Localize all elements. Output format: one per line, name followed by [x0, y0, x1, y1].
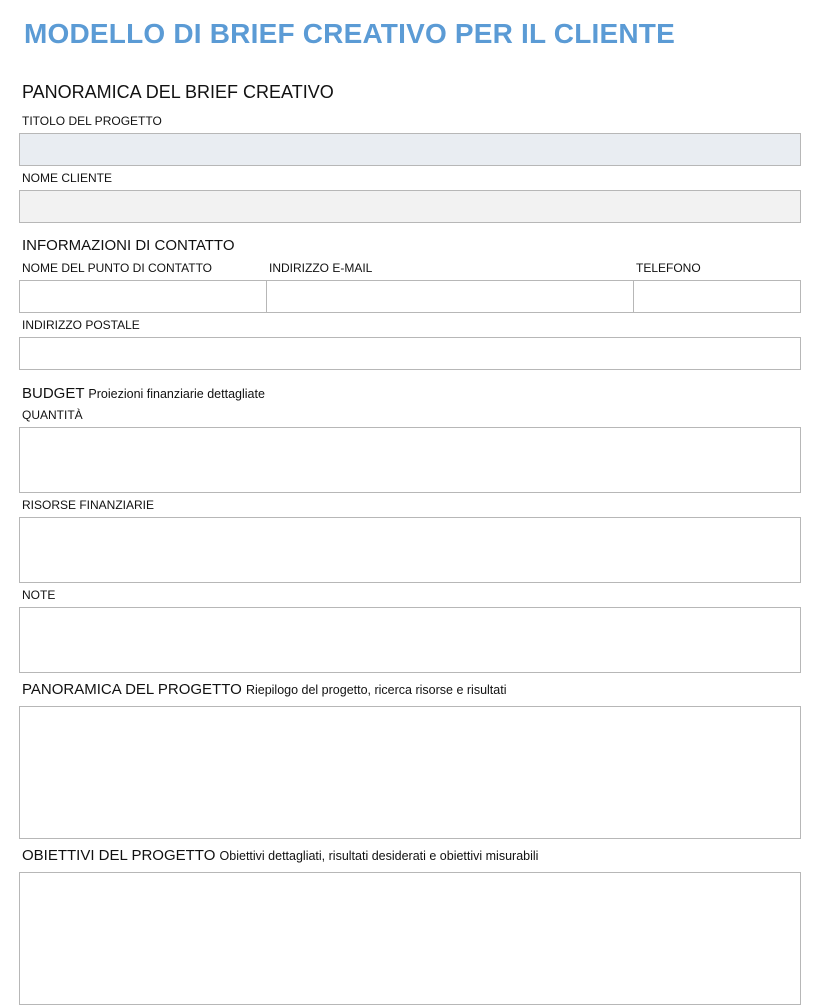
objectives-heading-text: OBIETTIVI DEL PROGETTO — [22, 847, 216, 864]
notes-label: NOTE — [22, 588, 56, 602]
project-overview-field[interactable] — [19, 706, 801, 839]
financial-resources-label: RISORSE FINANZIARIE — [22, 498, 155, 512]
objectives-field[interactable] — [19, 872, 801, 1005]
contact-row — [19, 280, 801, 313]
financial-resources-field[interactable] — [19, 517, 801, 583]
overview-heading-text: PANORAMICA DEL BRIEF CREATIVO — [22, 82, 334, 102]
postal-address-field[interactable] — [19, 337, 801, 370]
page-title: MODELLO DI BRIEF CREATIVO PER IL CLIENTE — [24, 18, 675, 49]
budget-heading-text: BUDGET — [22, 385, 85, 402]
postal-address-label: INDIRIZZO POSTALE — [22, 318, 140, 332]
email-label: INDIRIZZO E-MAIL — [269, 261, 373, 275]
contact-heading — [22, 237, 235, 254]
phone-field[interactable] — [634, 281, 800, 312]
quantity-label: QUANTITÀ — [22, 408, 83, 422]
client-name-field[interactable] — [19, 190, 801, 223]
budget-heading — [22, 385, 265, 402]
budget-subheading: Proiezioni finanziarie dettagliate — [88, 387, 265, 401]
project-overview-heading-text: PANORAMICA DEL PROGETTO — [22, 681, 242, 698]
objectives-subheading: Obiettivi dettagliati, risultati desiderati e obiettivi misurabili — [219, 849, 539, 863]
project-title-field[interactable] — [19, 133, 801, 166]
overview-heading — [22, 82, 334, 103]
contact-name-label: NOME DEL PUNTO DI CONTATTO — [22, 261, 213, 275]
phone-label: TELEFONO — [636, 261, 701, 275]
client-name-label: NOME CLIENTE — [22, 171, 113, 185]
quantity-field[interactable] — [19, 427, 801, 493]
contact-name-field[interactable] — [20, 281, 267, 312]
project-overview-heading — [22, 681, 506, 698]
contact-heading-text: INFORMAZIONI DI CONTATTO — [22, 237, 235, 254]
project-title-label: TITOLO DEL PROGETTO — [22, 114, 162, 128]
project-overview-subheading: Riepilogo del progetto, ricerca risorse e risultati — [245, 683, 507, 697]
objectives-heading — [22, 847, 538, 864]
notes-field[interactable] — [19, 607, 801, 673]
email-field[interactable] — [267, 281, 634, 312]
